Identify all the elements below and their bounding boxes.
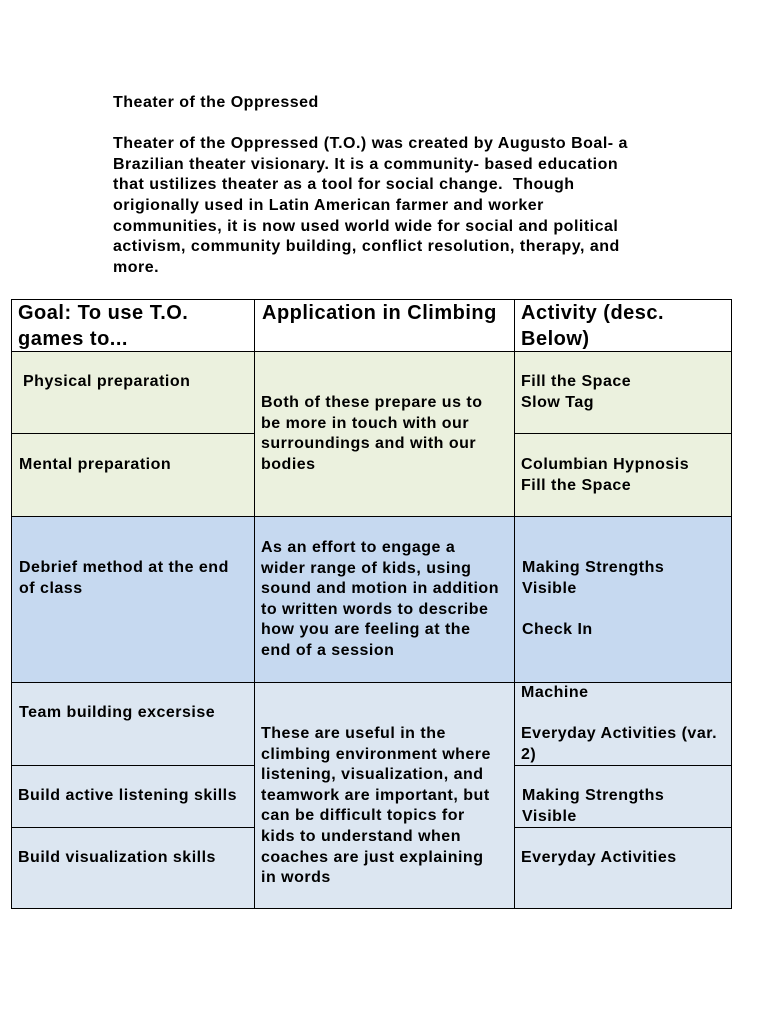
activities-table xyxy=(11,299,732,909)
activity-cell-mental-preparation: Columbian Hypnosis Fill the Space xyxy=(515,434,732,517)
application-cell-preparation: Both of these prepare us to be more in touch with our surroundings and with our bodies xyxy=(255,352,515,517)
activity-cell-physical-preparation: Fill the Space Slow Tag xyxy=(515,352,732,434)
activity-cell-team-building: Machine Everyday Activities (var. 2) xyxy=(515,683,732,766)
activity-cell-visualization: Everyday Activities xyxy=(515,828,732,909)
goal-cell-physical-preparation: Physical preparation xyxy=(12,352,255,434)
activity-cell-active-listening: Making Strengths Visible xyxy=(515,766,732,828)
header-activity: Activity (desc. Below) xyxy=(515,300,732,352)
application-cell-skills: These are useful in the climbing environment where listening, visualization, and teamwork are important, but can be difficult topics for kids to understand when coaches are just explaining in words xyxy=(255,683,515,909)
document-title: Theater of the Oppressed xyxy=(113,94,319,111)
goal-cell-active-listening: Build active listening skills xyxy=(12,766,255,828)
header-goal: Goal: To use T.O. games to... xyxy=(12,300,255,352)
goal-cell-team-building: Team building excersise xyxy=(12,683,255,766)
header-application: Application in Climbing xyxy=(255,300,515,352)
goal-cell-debrief: Debrief method at the end of class xyxy=(12,517,255,683)
application-cell-debrief: As an effort to engage a wider range of kids, using sound and motion in addition to written words to describe how you are feeling at the end of a session xyxy=(255,517,515,683)
goal-cell-visualization: Build visualization skills xyxy=(12,828,255,909)
intro-paragraph: Theater of the Oppressed (T.O.) was created by Augusto Boal- a Brazilian theater visionary. It is a community- based education that ustilizes theater as a tool for social change. Though origionally used in Latin American farmer and worker communities, it is now used world wide for social and political activism, community building, conflict resolution, therapy, and more. xyxy=(113,135,628,277)
activity-cell-debrief: Making Strengths Visible Check In xyxy=(515,517,732,683)
goal-cell-mental-preparation: Mental preparation xyxy=(12,434,255,517)
